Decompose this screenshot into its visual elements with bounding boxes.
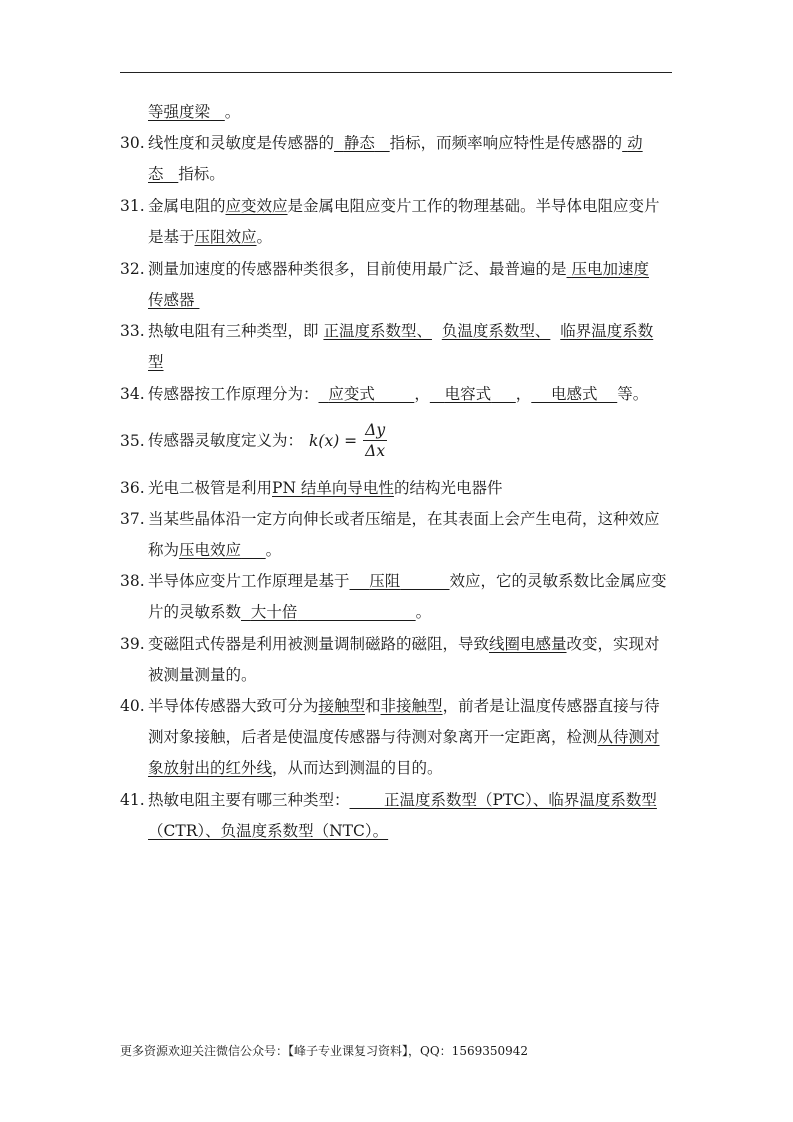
answer-blank: 型 <box>148 353 164 371</box>
item-29-continuation: 等强度梁 。 <box>148 103 241 121</box>
question-30: 30. 线性度和灵敏度是传感器的 静态 指标，而频率响应特性是传感器的 动 <box>120 134 643 152</box>
question-number: 37. <box>120 510 145 528</box>
answer-blank: 压电加速度 <box>571 260 649 278</box>
fraction-denominator: Δx <box>365 442 386 460</box>
question-number: 41. <box>120 791 145 809</box>
question-41: 41. 热敏电阻主要有哪三种类型： 正温度系数型（PTC）、临界温度系数型 <box>120 791 657 809</box>
question-number: 33. <box>120 322 145 340</box>
answer-blank: 应变效应 <box>225 197 288 215</box>
answer-blank: 压阻 <box>369 572 401 590</box>
answer-blank: 应变式 <box>328 385 375 403</box>
question-40: 40. 半导体传感器大致可分为接触型和非接触型，前者是让温度传感器直接与待 <box>120 697 660 715</box>
answer-blank: 静态 <box>343 134 375 152</box>
answer-blank: 态 <box>148 165 164 183</box>
answer-blank: PN 结单向导电性 <box>272 479 394 497</box>
question-38: 38. 半导体应变片工作原理是基于 压阻 效应，它的灵敏系数比金属应变 <box>120 572 667 590</box>
question-number: 32. <box>120 260 145 278</box>
answer-blank: 压阻效应 <box>194 228 257 246</box>
question-40-line2: 测对象接触，后者是使温度传感器与待测对象离开一定距离，检测从待测对 <box>148 728 660 746</box>
question-number: 34. <box>120 385 145 403</box>
question-33: 33. 热敏电阻有三种类型，即 正温度系数型、 负温度系数型、 临界温度系数 <box>120 322 654 340</box>
answer-blank: 电感式 <box>551 385 598 403</box>
answer-blank: 正温度系数型（PTC）、临界温度系数型 <box>384 791 657 809</box>
question-number: 39. <box>120 635 145 653</box>
answer-blank: 动 <box>627 134 643 152</box>
question-number: 38. <box>120 572 145 590</box>
answer-blank: （CTR）、负温度系数型（NTC）。 <box>148 822 389 840</box>
question-39-line2: 被测量测量的。 <box>148 666 257 684</box>
page-footer: 更多资源欢迎关注微信公众号：【峰子专业课复习资料】，QQ：1569350942 <box>120 1044 529 1058</box>
question-32: 32. 测量加速度的传感器种类很多，目前使用最广泛、最普遍的是 压电加速度 <box>120 260 649 278</box>
question-33-line2 <box>148 352 164 372</box>
question-number: 35. <box>120 431 145 450</box>
answer-blank: 从待测对 <box>597 728 660 746</box>
question-38-line2: 片的灵敏系数 大十倍 。 <box>148 603 432 621</box>
question-35: 35. 传感器灵敏度定义为： k(x) = $\frac{\Delta y}{\Delta x}$ <box>120 421 386 460</box>
answer-blank: 临界温度系数 <box>560 322 654 340</box>
answer-blank: 线圈电感量 <box>489 635 567 653</box>
question-37: 37. 当某些晶体沿一定方向伸长或者压缩是，在其表面上会产生电荷，这种效应 <box>120 510 660 528</box>
question-41-line2 <box>148 821 388 841</box>
answer-blank: 负温度系数型、 <box>441 322 551 340</box>
question-40-line3: 象放射出的红外线，从而达到测温的目的。 <box>148 759 443 777</box>
blank-fill <box>210 103 225 121</box>
question-36: 36. 光电二极管是利用PN 结单向导电性的结构光电器件 <box>120 479 503 497</box>
question-number: 36. <box>120 479 145 497</box>
answer-blank: 大十倍 <box>250 603 298 621</box>
answer-blank: 电容式 <box>444 385 492 403</box>
answer-blank: 非接触型 <box>380 697 443 715</box>
question-number: 31. <box>120 197 145 215</box>
question-31-line2: 是基于压阻效应。 <box>148 228 273 246</box>
answer-blank: 等强度梁 <box>148 103 211 121</box>
question-39: 39. 变磁阻式传器是利用被测量调制磁路的磁阻，导致线圈电感量改变，实现对 <box>120 635 660 653</box>
formula-lhs: k(x) = <box>309 431 358 450</box>
answer-blank: 正温度系数型、 <box>323 322 432 340</box>
answer-blank: 压电效应 <box>179 541 242 559</box>
fraction-numerator: Δy <box>365 421 386 439</box>
question-32-line2 <box>148 290 199 310</box>
question-30-line2: 态 指标。 <box>148 165 225 183</box>
question-37-line2: 称为压电效应 。 <box>148 541 282 559</box>
question-number: 30. <box>120 134 145 152</box>
question-number: 40. <box>120 697 145 715</box>
sensitivity-fraction <box>363 420 387 461</box>
answer-blank: 象放射出的红外线 <box>148 759 273 777</box>
question-34: 34. 传感器按工作原理分为： 应变式 ， 电容式 ， 电感式 等。 <box>120 385 649 403</box>
header-rule <box>120 72 672 73</box>
answer-blank: 传感器 <box>148 291 195 309</box>
question-31: 31. 金属电阻的应变效应是金属电阻应变片工作的物理基础。半导体电阻应变片 <box>120 197 660 215</box>
answer-blank: 接触型 <box>318 697 366 715</box>
